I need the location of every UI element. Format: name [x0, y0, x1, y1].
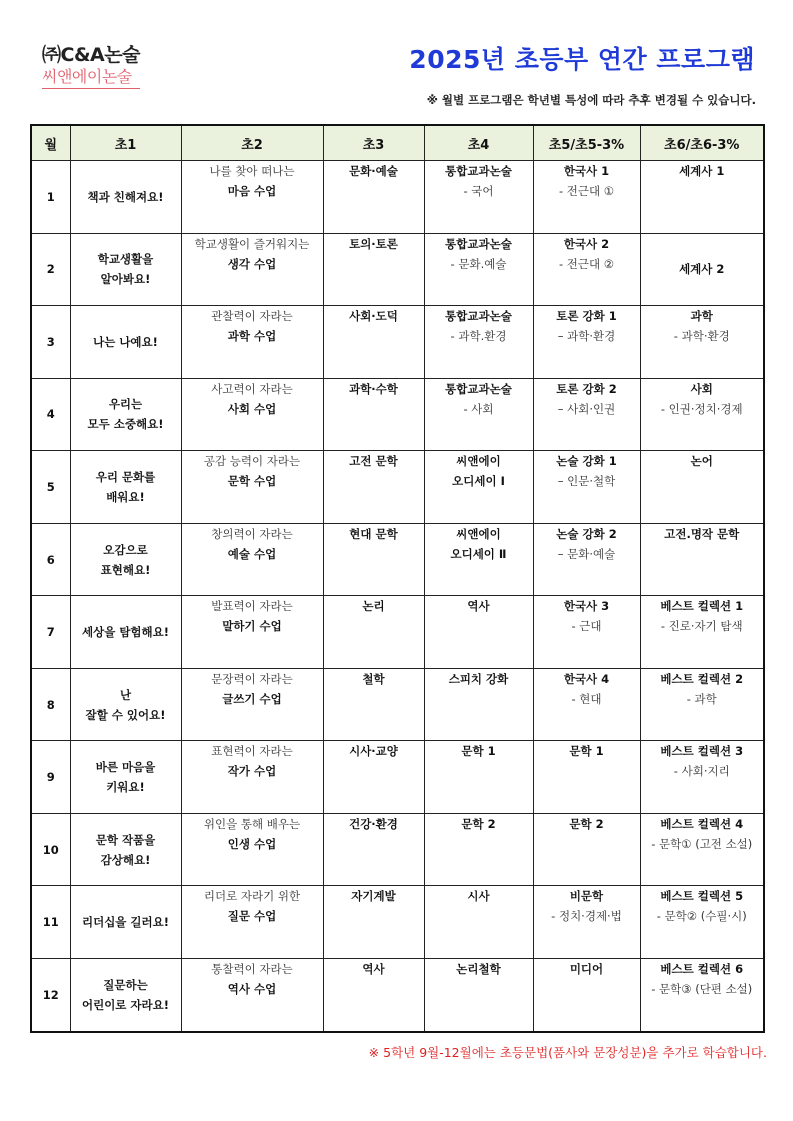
cell-text: 통합교과논술 [445, 236, 512, 251]
cell-text: 토의·토론 [349, 236, 398, 251]
grade6-cell [640, 813, 764, 886]
month-cell: 3 [31, 306, 70, 379]
cell-text: 통합교과논술 [445, 309, 512, 324]
header-grade5: 초5/초5-3% [533, 125, 640, 161]
grade3-cell [323, 161, 424, 234]
cell-text: 비문학 [569, 889, 604, 904]
cell-text: - 사회 [463, 401, 494, 416]
cell-text: 감상해요! [100, 852, 151, 867]
cell-text: - 문화.예술 [450, 256, 507, 271]
grade3-cell [323, 523, 424, 596]
cell-text: 스피치 강화 [448, 671, 509, 686]
cell-text: – 사회·인권 [557, 401, 616, 416]
month-cell: 10 [31, 813, 70, 886]
table-row [31, 161, 764, 234]
cell-text: 생각 수업 [227, 256, 277, 271]
logo-name: ㈜C&A논술 [42, 44, 140, 66]
cell-text: 발표력이 자라는 [211, 599, 293, 614]
cell-text: 모두 소중해요! [87, 417, 164, 432]
header-grade1: 초1 [70, 125, 181, 161]
month-cell: 4 [31, 378, 70, 451]
grade6-cell [640, 886, 764, 959]
cell-text: 리더십을 길러요! [81, 915, 169, 930]
cell-text: - 전근대 ② [558, 256, 615, 271]
grade6-cell [640, 306, 764, 379]
grade6-cell [640, 161, 764, 234]
header-grade2: 초2 [181, 125, 323, 161]
cell-text: – 과학·환경 [557, 329, 616, 344]
cell-text: 예술 수업 [227, 546, 277, 561]
grade6-cell [640, 451, 764, 524]
cell-text: 세상을 탐험해요! [81, 625, 169, 640]
cell-text: 잘할 수 있어요! [85, 707, 166, 722]
header-grade6: 초6/초6-3% [640, 125, 764, 161]
grade5-cell [533, 451, 640, 524]
grade1-cell [70, 959, 181, 1032]
grade2-cell [181, 741, 323, 814]
cell-text: 역사 수업 [227, 982, 277, 997]
grade6-cell [640, 233, 764, 306]
grade6-cell [640, 596, 764, 669]
grade2-cell [181, 378, 323, 451]
cell-text: 베스트 컬렉션 1 [660, 599, 744, 614]
grade4-cell [424, 161, 533, 234]
cell-text: 배워요! [106, 489, 145, 504]
table-row [31, 959, 764, 1032]
cell-text: 고전 문학 [349, 454, 398, 469]
cell-text: - 문학③ (단편 소설) [651, 982, 753, 997]
cell-text: 한국사 2 [563, 236, 610, 251]
logo-subname: 씨앤에이논술 [42, 67, 132, 86]
cell-text: 논어 [690, 454, 713, 469]
grade4-cell [424, 523, 533, 596]
month-cell: 9 [31, 741, 70, 814]
grade4-cell [424, 813, 533, 886]
cell-text: 건강·환경 [349, 816, 398, 831]
cell-text: 고전.명작 문학 [664, 526, 740, 541]
cell-text: 학교생활이 즐거워지는 [194, 236, 310, 251]
table-row [31, 886, 764, 959]
cell-text: 어린이로 자라요! [81, 998, 169, 1012]
cell-text: 베스트 컬렉션 6 [660, 962, 744, 977]
table-row [31, 306, 764, 379]
cell-text: 베스트 컬렉션 4 [660, 816, 744, 831]
cell-text: 표현력이 자라는 [211, 744, 293, 759]
grade5-cell [533, 886, 640, 959]
cell-text: 공감 능력이 자라는 [203, 454, 301, 469]
cell-text: 토론 강화 1 [556, 309, 617, 324]
cell-text: 알아봐요! [100, 272, 151, 287]
month-cell: 11 [31, 886, 70, 959]
cell-text: 한국사 4 [563, 671, 610, 686]
table-row [31, 378, 764, 451]
cell-text: 과학 수업 [227, 329, 277, 344]
cell-text: 문학 2 [461, 816, 496, 831]
cell-text: 사고력이 자라는 [211, 381, 293, 396]
month-cell: 8 [31, 668, 70, 741]
cell-text: 문학 작품을 [95, 832, 156, 847]
grade4-cell [424, 741, 533, 814]
page-subtitle: ※ 월별 프로그램은 학년별 특성에 따라 추후 변경될 수 있습니다. [426, 93, 756, 107]
cell-text: - 현대 [571, 691, 602, 706]
cell-text: 표현해요! [100, 562, 151, 577]
grade5-cell [533, 813, 640, 886]
grade4-cell [424, 959, 533, 1032]
grade1-cell [70, 306, 181, 379]
cell-text: - 진로·자기 탐색 [660, 619, 743, 634]
grade1-cell [70, 161, 181, 234]
cell-text: 논술 강화 1 [556, 454, 617, 469]
grade3-cell [323, 959, 424, 1032]
grade3-cell [323, 813, 424, 886]
cell-text: 나는 나예요! [93, 334, 158, 349]
grade4-cell [424, 886, 533, 959]
cell-text: 논리철학 [456, 962, 501, 977]
cell-text: 학교생활을 [97, 252, 154, 267]
grade3-cell [323, 741, 424, 814]
cell-text: 논술 강화 2 [556, 526, 617, 541]
grade3-cell [323, 596, 424, 669]
cell-text: – 문화·예술 [557, 546, 616, 561]
header-grade4: 초4 [424, 125, 533, 161]
grade1-cell [70, 451, 181, 524]
cell-text: 작가 수업 [227, 764, 277, 779]
cell-text: 사회 [690, 381, 713, 396]
grade1-cell [70, 523, 181, 596]
grade2-cell [181, 886, 323, 959]
cell-text: 마음 수업 [227, 184, 277, 198]
grade5-cell [533, 596, 640, 669]
cell-text: 철학 [362, 671, 385, 686]
grade1-cell [70, 596, 181, 669]
cell-text: 세계사 1 [679, 164, 725, 178]
cell-text: 리더로 자라기 위한 [203, 889, 301, 904]
grade3-cell [323, 233, 424, 306]
grade1-cell [70, 668, 181, 741]
table-row [31, 741, 764, 814]
grade2-cell [181, 813, 323, 886]
grade1-cell [70, 886, 181, 959]
cell-text: 씨앤에이 [456, 454, 501, 469]
grade2-cell [181, 596, 323, 669]
cell-text: 나를 찾아 떠나는 [209, 164, 295, 178]
month-cell: 7 [31, 596, 70, 669]
cell-text: 세계사 2 [679, 262, 725, 277]
cell-text: 현대 문학 [349, 526, 398, 541]
grade2-cell [181, 306, 323, 379]
cell-text: 자기계발 [351, 889, 396, 904]
cell-text: 문학 1 [569, 744, 604, 759]
grade1-cell [70, 741, 181, 814]
grade5-cell [533, 959, 640, 1032]
cell-text: 사회·도덕 [349, 309, 398, 324]
cell-text: 창의력이 자라는 [211, 526, 293, 541]
program-table [30, 124, 765, 1033]
cell-text: 베스트 컬렉션 5 [660, 889, 744, 904]
cell-text: 오감으로 [103, 542, 148, 557]
table-row [31, 668, 764, 741]
cell-text: - 문학① (고전 소설) [651, 836, 753, 851]
grade5-cell [533, 741, 640, 814]
cell-text: 우리는 [108, 397, 143, 412]
cell-text: 오디세이 Ⅱ [450, 546, 507, 561]
cell-text: 역사 [467, 599, 490, 614]
company-logo [42, 44, 140, 89]
month-cell: 2 [31, 233, 70, 306]
cell-text: - 정치·경제·법 [551, 909, 622, 924]
grade4-cell [424, 451, 533, 524]
grade6-cell [640, 741, 764, 814]
cell-text: 베스트 컬렉션 2 [660, 671, 744, 686]
table-row [31, 233, 764, 306]
cell-text: - 사회·지리 [673, 764, 730, 779]
table-row [31, 596, 764, 669]
cell-text: 한국사 1 [563, 164, 610, 178]
grade6-cell [640, 668, 764, 741]
grade4-cell [424, 668, 533, 741]
grade2-cell [181, 451, 323, 524]
grade4-cell [424, 378, 533, 451]
grade3-cell [323, 306, 424, 379]
cell-text: 논리 [362, 599, 385, 614]
grade5-cell [533, 306, 640, 379]
cell-text: 문학 수업 [227, 474, 277, 489]
grade3-cell [323, 886, 424, 959]
grade2-cell [181, 161, 323, 234]
cell-text: 문학 1 [461, 744, 496, 759]
cell-text: 난 [119, 687, 132, 702]
header-grade3: 초3 [323, 125, 424, 161]
cell-text: 토론 강화 2 [556, 381, 617, 396]
cell-text: 인생 수업 [227, 836, 277, 851]
grade1-cell [70, 233, 181, 306]
grade2-cell [181, 523, 323, 596]
table-row [31, 451, 764, 524]
cell-text: - 국어 [463, 184, 494, 198]
cell-text: 사회 수업 [227, 401, 277, 416]
cell-text: - 전근대 ① [558, 184, 615, 198]
cell-text: 위인을 통해 배우는 [203, 816, 301, 831]
grade3-cell [323, 378, 424, 451]
cell-text: 시사 [467, 889, 490, 904]
cell-text: 문화·예술 [349, 164, 398, 178]
cell-text: 책과 친해져요! [87, 189, 164, 204]
grade4-cell [424, 233, 533, 306]
grade5-cell [533, 523, 640, 596]
grade5-cell [533, 161, 640, 234]
cell-text: - 과학 [686, 691, 717, 706]
cell-text: 베스트 컬렉션 3 [660, 744, 744, 759]
cell-text: 우리 문화를 [95, 469, 156, 484]
grade1-cell [70, 813, 181, 886]
cell-text: 통합교과논술 [445, 381, 512, 396]
logo-underline [42, 88, 140, 89]
footnote: ※ 5학년 9월-12월에는 초등문법(품사와 문장성분)을 추가로 학습합니다. [368, 1045, 767, 1060]
cell-text: 시사·교양 [349, 744, 398, 759]
grade2-cell [181, 233, 323, 306]
cell-text: - 인권·정치·경제 [660, 401, 743, 416]
cell-text: 통합교과논술 [445, 164, 512, 178]
page-title: 2025년 초등부 연간 프로그램 [409, 45, 755, 74]
cell-text: 미디어 [569, 962, 604, 977]
cell-text: – 인문·철학 [557, 474, 616, 489]
grade6-cell [640, 523, 764, 596]
cell-text: 오디세이 Ⅰ [452, 474, 505, 489]
grade2-cell [181, 668, 323, 741]
grade4-cell [424, 306, 533, 379]
cell-text: - 과학·환경 [673, 329, 730, 344]
grade3-cell [323, 668, 424, 741]
table-row [31, 523, 764, 596]
month-cell: 1 [31, 161, 70, 234]
cell-text: 말하기 수업 [222, 619, 282, 634]
table-header-row [31, 125, 764, 161]
cell-text: 과학·수학 [349, 381, 398, 396]
grade5-cell [533, 668, 640, 741]
grade3-cell [323, 451, 424, 524]
grade6-cell [640, 959, 764, 1032]
cell-text: - 과학.환경 [450, 329, 507, 344]
cell-text: 키워요! [106, 780, 145, 795]
grade5-cell [533, 378, 640, 451]
cell-text: 과학 [690, 309, 713, 324]
cell-text: - 문학② (수필·시) [656, 909, 747, 924]
month-cell: 5 [31, 451, 70, 524]
grade6-cell [640, 378, 764, 451]
cell-text: 바른 마음을 [95, 760, 156, 775]
cell-text: 한국사 3 [563, 599, 610, 614]
cell-text: 통찰력이 자라는 [211, 962, 293, 977]
table-row [31, 813, 764, 886]
cell-text: 역사 [362, 962, 385, 977]
month-cell: 6 [31, 523, 70, 596]
grade4-cell [424, 596, 533, 669]
header-month: 월 [31, 125, 70, 161]
cell-text: 글쓰기 수업 [222, 691, 282, 706]
grade1-cell [70, 378, 181, 451]
cell-text: 질문 수업 [227, 909, 277, 924]
cell-text: 관찰력이 자라는 [211, 309, 293, 324]
cell-text: - 근대 [571, 619, 602, 634]
cell-text: 씨앤에이 [456, 526, 501, 541]
cell-text: 문학 2 [569, 816, 604, 831]
grade5-cell [533, 233, 640, 306]
grade2-cell [181, 959, 323, 1032]
month-cell: 12 [31, 959, 70, 1032]
cell-text: 문장력이 자라는 [211, 671, 293, 686]
cell-text: 질문하는 [103, 978, 148, 992]
